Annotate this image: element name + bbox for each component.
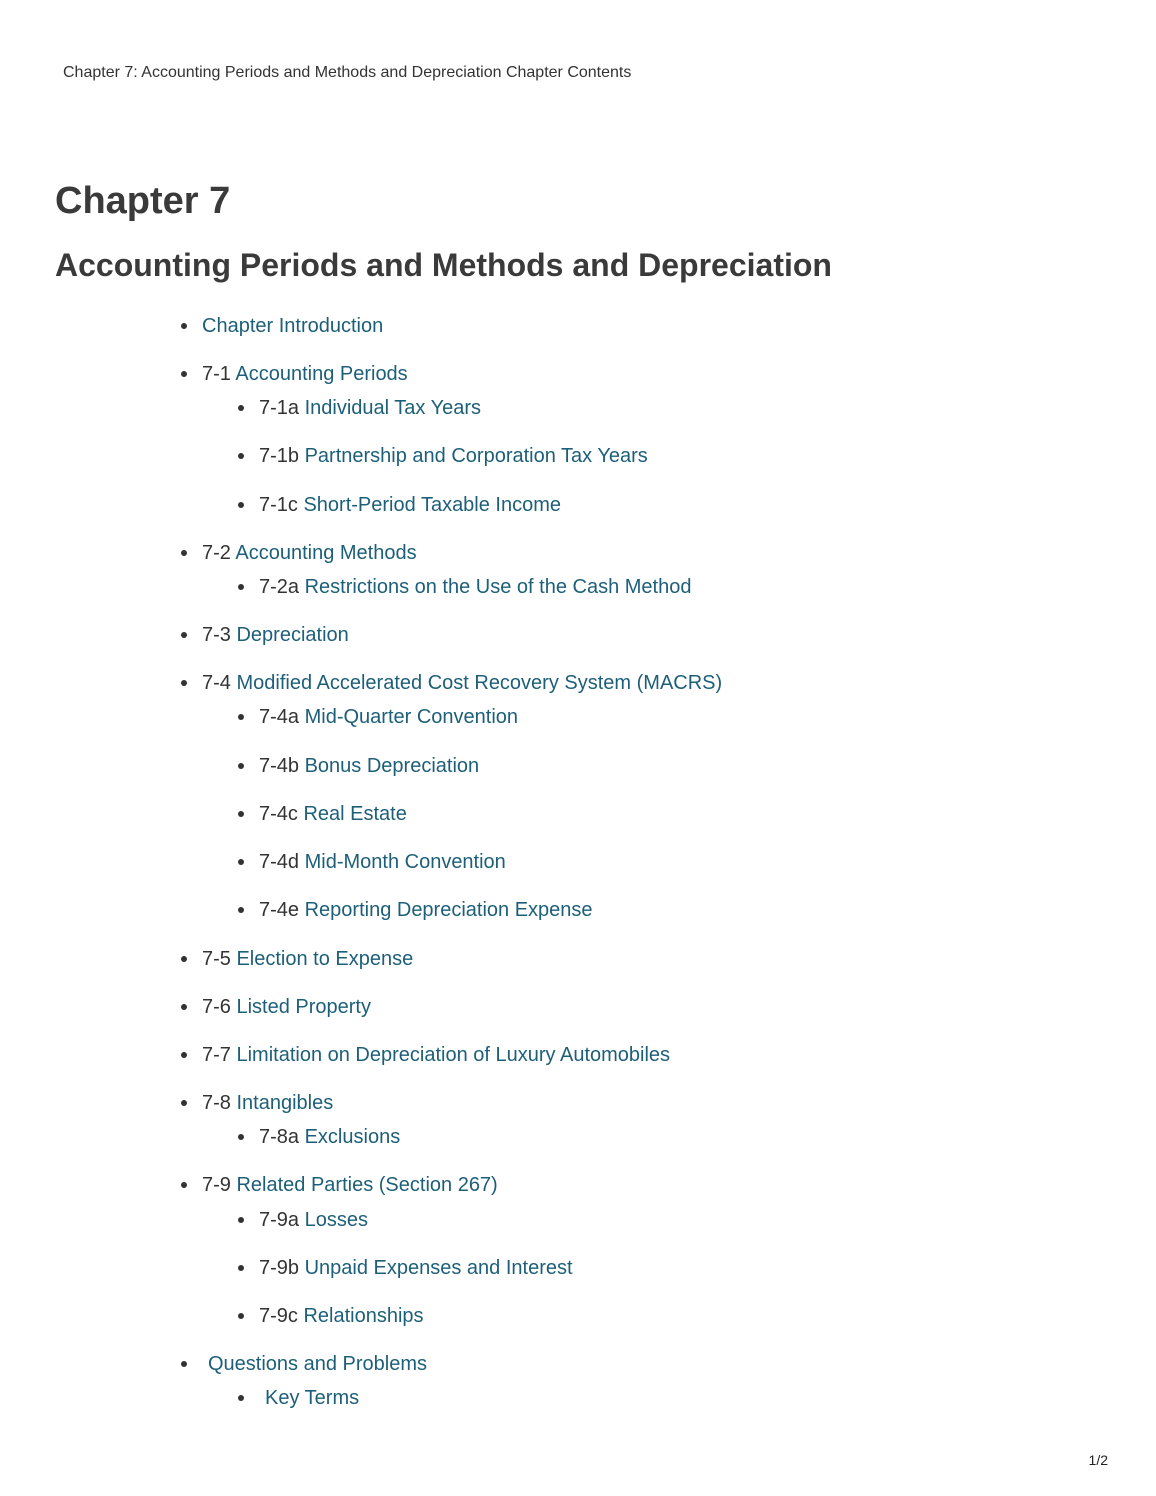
bullet-icon [238, 584, 244, 590]
toc-item-7-9a [259, 1208, 368, 1232]
toc-item-7-3 [202, 623, 349, 647]
toc-link[interactable]: Reporting Depreciation Expense [304, 899, 593, 921]
running-header: Chapter 7: Accounting Periods and Methods and Depreciation Chapter Contents [63, 64, 632, 81]
toc-link[interactable]: Modified Accelerated Cost Recovery System (MACRS) [236, 672, 723, 694]
toc-item-7-4c [259, 802, 407, 826]
toc-number: 7-2a [259, 576, 305, 598]
toc-link[interactable]: Limitation on Depreciation of Luxury Automobiles [236, 1044, 671, 1066]
toc-link[interactable]: Mid-Month Convention [304, 851, 506, 873]
bullet-icon [181, 323, 187, 329]
toc-number: 7-9c [259, 1305, 304, 1327]
toc-item-7-1 [202, 362, 408, 386]
toc-link[interactable]: Intangibles [236, 1092, 334, 1114]
toc-item-7-7 [202, 1043, 670, 1067]
toc-item-7-9 [202, 1173, 498, 1197]
toc-link[interactable]: Chapter Introduction [202, 315, 384, 337]
toc-number: 7-6 [202, 996, 237, 1018]
toc-item-7-2 [202, 541, 417, 565]
toc-link[interactable]: Partnership and Corporation Tax Years [304, 445, 648, 467]
toc-link[interactable]: Accounting Methods [235, 542, 417, 564]
toc-number: 7-4a [259, 706, 305, 728]
toc-number: 7-1 [202, 363, 236, 385]
toc-item-7-6 [202, 995, 371, 1019]
bullet-icon [238, 1313, 244, 1319]
toc-item-chapter-introduction [202, 314, 383, 338]
toc-item-7-8a [259, 1125, 400, 1149]
toc-item-7-4d [259, 850, 506, 874]
toc-item-7-5 [202, 947, 413, 971]
toc-number: 7-4e [259, 899, 305, 921]
toc-link[interactable]: Relationships [303, 1305, 424, 1327]
toc-item-7-9c [259, 1304, 424, 1328]
toc-link[interactable]: Mid-Quarter Convention [304, 706, 519, 728]
toc-number: 7-9b [259, 1257, 305, 1279]
bullet-icon [181, 1182, 187, 1188]
toc-item-7-2a [259, 575, 691, 599]
toc-number: 7-7 [202, 1044, 237, 1066]
toc-item-7-1c [259, 493, 561, 517]
page-number: 1/2 [1088, 1452, 1108, 1468]
toc-item-7-9b [259, 1256, 573, 1280]
bullet-icon [238, 1265, 244, 1271]
bullet-icon [181, 550, 187, 556]
toc-link[interactable]: Depreciation [236, 624, 349, 646]
toc-item-7-4b [259, 754, 479, 778]
bullet-icon [181, 680, 187, 686]
toc-item-7-4a [259, 705, 518, 729]
toc-number: 7-9 [202, 1174, 237, 1196]
bullet-icon [238, 453, 244, 459]
bullet-icon [181, 371, 187, 377]
toc-link[interactable]: Bonus Depreciation [304, 755, 480, 777]
chapter-title: Accounting Periods and Methods and Depreciation [55, 247, 832, 283]
toc-link[interactable]: Related Parties (Section 267) [236, 1174, 498, 1196]
bullet-icon [181, 956, 187, 962]
toc-number: 7-2 [202, 542, 236, 564]
bullet-icon [238, 1217, 244, 1223]
toc-number: 7-4b [259, 755, 305, 777]
bullet-icon [181, 1100, 187, 1106]
bullet-icon [181, 632, 187, 638]
toc-item-key-terms [265, 1386, 359, 1410]
bullet-icon [181, 1052, 187, 1058]
bullet-icon [181, 1004, 187, 1010]
toc-item-7-4 [202, 671, 722, 695]
toc-number: 7-4c [259, 803, 304, 825]
toc-link[interactable]: Listed Property [236, 996, 371, 1018]
toc-link[interactable]: Election to Expense [236, 948, 414, 970]
toc-number: 7-5 [202, 948, 237, 970]
toc-number: 7-8 [202, 1092, 237, 1114]
toc-number: 7-1b [259, 445, 305, 467]
toc-link[interactable]: Questions and Problems [208, 1353, 428, 1375]
toc-link[interactable]: Short-Period Taxable Income [303, 494, 562, 516]
toc-link[interactable]: Restrictions on the Use of the Cash Method [304, 576, 692, 598]
bullet-icon [238, 763, 244, 769]
toc-link[interactable]: Accounting Periods [235, 363, 408, 385]
toc-link[interactable]: Key Terms [265, 1387, 360, 1409]
toc-number: 7-3 [202, 624, 237, 646]
bullet-icon [238, 859, 244, 865]
chapter-label: Chapter 7 [55, 180, 231, 222]
toc-link[interactable]: Real Estate [303, 803, 407, 825]
toc-item-questions-and-problems [208, 1352, 427, 1376]
bullet-icon [238, 811, 244, 817]
toc-number: 7-9a [259, 1209, 305, 1231]
bullet-icon [238, 1395, 244, 1401]
toc-number: 7-1c [259, 494, 304, 516]
toc-item-7-4e [259, 898, 593, 922]
toc-link[interactable]: Losses [304, 1209, 368, 1231]
toc-item-7-1a [259, 396, 481, 420]
bullet-icon [238, 1134, 244, 1140]
bullet-icon [238, 502, 244, 508]
toc-link[interactable]: Exclusions [304, 1126, 401, 1148]
bullet-icon [238, 907, 244, 913]
toc-item-7-8 [202, 1091, 333, 1115]
toc-link[interactable]: Individual Tax Years [304, 397, 482, 419]
toc-number: 7-4 [202, 672, 237, 694]
toc-number: 7-4d [259, 851, 305, 873]
toc-link[interactable]: Unpaid Expenses and Interest [304, 1257, 573, 1279]
toc-number: 7-1a [259, 397, 305, 419]
bullet-icon [181, 1361, 187, 1367]
bullet-icon [238, 405, 244, 411]
bullet-icon [238, 714, 244, 720]
toc-number: 7-8a [259, 1126, 305, 1148]
toc-item-7-1b [259, 444, 648, 468]
